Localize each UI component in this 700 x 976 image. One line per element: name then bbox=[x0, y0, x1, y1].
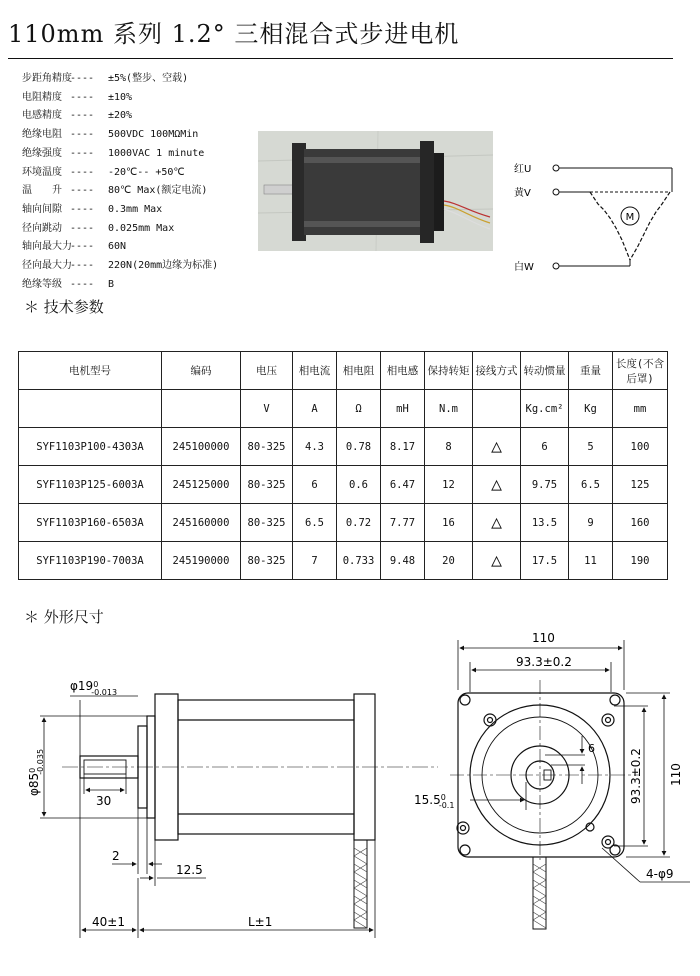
parameter-table bbox=[18, 351, 668, 580]
table-row-cell: 190 bbox=[613, 542, 668, 580]
dim-height: 110 bbox=[669, 763, 683, 786]
table-row-cell: 0.733 bbox=[337, 542, 381, 580]
table-row-cell: 245125000 bbox=[162, 466, 241, 504]
table-unit-row-cell bbox=[473, 390, 521, 428]
table-unit-row-cell: Kg.cm² bbox=[521, 390, 569, 428]
table-row bbox=[19, 542, 668, 580]
table-row-cell: 7 bbox=[293, 542, 337, 580]
table-unit-row-cell: Kg bbox=[569, 390, 613, 428]
spec-value: 220N(20mm边缘为标准) bbox=[108, 260, 219, 272]
table-row-cell: 160 bbox=[613, 504, 668, 542]
table-header-row-cell: 保持转矩 bbox=[425, 352, 473, 390]
table-row-cell: 80-325 bbox=[241, 428, 293, 466]
table-row-cell: 245100000 bbox=[162, 428, 241, 466]
dim-pilot-dia: $\varphi 85^0-0.035$ bbox=[27, 748, 45, 796]
wire-w-label: 白W bbox=[514, 262, 534, 273]
spec-list bbox=[22, 70, 218, 294]
table-row-cell: 125 bbox=[613, 466, 668, 504]
table-row-cell: 7.77 bbox=[381, 504, 425, 542]
table-row-cell: 16 bbox=[425, 504, 473, 542]
table-row-cell: 17.5 bbox=[521, 542, 569, 580]
dim-bolt-vertical: 93.3±0.2 bbox=[629, 748, 643, 804]
front-wire-hatch bbox=[533, 864, 546, 928]
spec-value: 500VDC 100MΩMin bbox=[108, 129, 199, 141]
spec-value: 0.025mm Max bbox=[108, 222, 175, 234]
table-row-cell: 6.5 bbox=[569, 466, 613, 504]
table-row-cell: 4.3 bbox=[293, 428, 337, 466]
wire-u-label: 红U bbox=[514, 164, 532, 175]
table-row-cell: 6.47 bbox=[381, 466, 425, 504]
motor-photo-illustration bbox=[258, 131, 493, 251]
wiring-diagram bbox=[504, 148, 679, 283]
dim-mounting-holes: 4-φ9 bbox=[646, 867, 674, 881]
table-header-row-cell: 电机型号 bbox=[19, 352, 162, 390]
spec-dash: ---- bbox=[70, 110, 95, 122]
table-header-row bbox=[19, 352, 668, 390]
table-row-cell: △ bbox=[473, 542, 521, 580]
spec-label: 电阻精度 bbox=[22, 91, 62, 103]
spec-dash: ---- bbox=[70, 147, 95, 159]
spec-label: 电感精度 bbox=[22, 110, 62, 122]
table-unit-row-cell bbox=[162, 390, 241, 428]
spec-dash: ---- bbox=[70, 185, 95, 197]
table-row-cell: 0.72 bbox=[337, 504, 381, 542]
front-view bbox=[457, 693, 624, 929]
page-title: 110mm 系列 1.2° 三相混合式步进电机 bbox=[8, 20, 460, 48]
terminal-v bbox=[553, 189, 559, 195]
section-dims-heading: ＊ 外形尺寸 bbox=[24, 608, 104, 626]
table-row bbox=[19, 504, 668, 542]
table-row-cell: 0.78 bbox=[337, 428, 381, 466]
table-row-cell: 9.75 bbox=[521, 466, 569, 504]
table-header-row-cell: 编码 bbox=[162, 352, 241, 390]
motor-photo bbox=[258, 131, 493, 251]
table-row-cell: 80-325 bbox=[241, 504, 293, 542]
spec-label: 径向跳动 bbox=[22, 222, 62, 234]
spec-dash: ---- bbox=[70, 278, 95, 290]
spec-row bbox=[22, 220, 218, 239]
spec-row bbox=[22, 257, 218, 276]
spec-label: 步距角精度 bbox=[22, 73, 72, 84]
table-row-cell: 9.48 bbox=[381, 542, 425, 580]
table-row-cell: SYF1103P160-6503A bbox=[19, 504, 162, 542]
table-unit-row-cell bbox=[19, 390, 162, 428]
spec-dash: ---- bbox=[70, 91, 95, 103]
table-unit-row bbox=[19, 390, 668, 428]
spec-value: ±5%(整步、空载) bbox=[108, 73, 189, 84]
dim-key-length: 30 bbox=[96, 794, 112, 808]
wire-v-label: 黄V bbox=[514, 188, 531, 199]
table-header-row-cell: 接线方式 bbox=[473, 352, 521, 390]
spec-value: -20℃-- +50℃ bbox=[108, 166, 185, 178]
table-unit-row-cell: N.m bbox=[425, 390, 473, 428]
spec-dash: ---- bbox=[70, 73, 95, 84]
table-row bbox=[19, 466, 668, 504]
dim-width: 110 bbox=[532, 631, 555, 645]
table-row-cell: △ bbox=[473, 504, 521, 542]
spec-dash: ---- bbox=[70, 222, 95, 234]
spec-value: ±20% bbox=[108, 110, 133, 122]
spec-row bbox=[22, 182, 218, 201]
table-row-cell: △ bbox=[473, 428, 521, 466]
spec-value: 1000VAC 1 minute bbox=[108, 147, 205, 159]
table-unit-row-cell: A bbox=[293, 390, 337, 428]
spec-value: B bbox=[108, 278, 115, 290]
spec-label: 温 升 bbox=[22, 185, 62, 197]
table-row-cell: SYF1103P190-7003A bbox=[19, 542, 162, 580]
spec-value: 60N bbox=[108, 241, 127, 253]
terminal-u bbox=[553, 165, 559, 171]
dim-body-length: L±1 bbox=[248, 915, 273, 929]
table-header-row-cell: 相电感 bbox=[381, 352, 425, 390]
spec-label: 绝缘电阻 bbox=[22, 129, 62, 141]
table-row-cell: 80-325 bbox=[241, 466, 293, 504]
spec-label: 轴向间隙 bbox=[22, 203, 62, 215]
table-row-cell: 12 bbox=[425, 466, 473, 504]
spec-row bbox=[22, 164, 218, 183]
spec-row bbox=[22, 201, 218, 220]
spec-dash: ---- bbox=[70, 203, 95, 215]
spec-row bbox=[22, 89, 218, 108]
spec-label: 绝缘等级 bbox=[22, 278, 62, 290]
spec-value: 0.3mm Max bbox=[108, 203, 163, 215]
table-row-cell: 9 bbox=[569, 504, 613, 542]
table-header-row-cell: 重量 bbox=[569, 352, 613, 390]
table-header-row-cell: 电压 bbox=[241, 352, 293, 390]
dim-shaft-dia: $\varphi 19^0$ -0.013 bbox=[70, 679, 118, 697]
spec-row bbox=[22, 107, 218, 126]
side-view bbox=[80, 694, 375, 928]
table-row-cell: 100 bbox=[613, 428, 668, 466]
spec-dash: ---- bbox=[70, 129, 95, 141]
spec-label: 径向最大力 bbox=[22, 260, 72, 272]
spec-dash: ---- bbox=[70, 166, 95, 178]
table-row-cell: 6.5 bbox=[293, 504, 337, 542]
spec-row bbox=[22, 276, 218, 295]
table-row bbox=[19, 428, 668, 466]
table-header-row-cell: 相电阻 bbox=[337, 352, 381, 390]
terminal-w bbox=[553, 263, 559, 269]
table-row-cell: △ bbox=[473, 466, 521, 504]
table-row-cell: 5 bbox=[569, 428, 613, 466]
table-unit-row-cell: V bbox=[241, 390, 293, 428]
section-tech-heading: ＊ 技术参数 bbox=[24, 298, 104, 316]
table-row-cell: 0.6 bbox=[337, 466, 381, 504]
spec-value: ±10% bbox=[108, 91, 133, 103]
dim-pilot-length: 12.5 bbox=[176, 863, 203, 877]
spec-dash: ---- bbox=[70, 260, 95, 272]
spec-row bbox=[22, 70, 218, 89]
dim-shaft-length: 40±1 bbox=[92, 915, 125, 929]
table-row-cell: 8 bbox=[425, 428, 473, 466]
dimension-drawing bbox=[0, 620, 700, 976]
spec-row bbox=[22, 126, 218, 145]
table-unit-row-cell: mH bbox=[381, 390, 425, 428]
dim-bolt-horizontal: 93.3±0.2 bbox=[516, 655, 572, 669]
table-row-cell: SYF1103P100-4303A bbox=[19, 428, 162, 466]
spec-label: 绝缘强度 bbox=[22, 147, 62, 159]
table-row-cell: 245160000 bbox=[162, 504, 241, 542]
table-row-cell: 6 bbox=[521, 428, 569, 466]
spec-row bbox=[22, 145, 218, 164]
spec-dash: ---- bbox=[70, 241, 95, 253]
table-row-cell: 20 bbox=[425, 542, 473, 580]
spec-value: 80℃ Max(额定电流) bbox=[108, 185, 208, 197]
spec-label: 环境温度 bbox=[22, 166, 62, 178]
table-row-cell: 80-325 bbox=[241, 542, 293, 580]
dim-shaft-flat: 15.5$^0$ -0.1 bbox=[414, 793, 455, 810]
table-row-cell: 245190000 bbox=[162, 542, 241, 580]
side-wire-hatch bbox=[354, 848, 367, 928]
dim-key-width: 6 bbox=[588, 742, 595, 755]
motor-symbol-label: M bbox=[625, 212, 635, 223]
table-row-cell: SYF1103P125-6003A bbox=[19, 466, 162, 504]
table-unit-row-cell: mm bbox=[613, 390, 668, 428]
table-header-row-cell: 转动惯量 bbox=[521, 352, 569, 390]
table-row-cell: 13.5 bbox=[521, 504, 569, 542]
table-row-cell: 6 bbox=[293, 466, 337, 504]
table-header-row-cell: 长度(不含后罩) bbox=[613, 352, 668, 390]
title-rule bbox=[8, 58, 673, 59]
spec-label: 轴向最大力 bbox=[22, 241, 72, 253]
dim-flange-thickness: 2 bbox=[112, 849, 120, 863]
table-header-row-cell: 相电流 bbox=[293, 352, 337, 390]
spec-row bbox=[22, 238, 218, 257]
table-unit-row-cell: Ω bbox=[337, 390, 381, 428]
table-row-cell: 8.17 bbox=[381, 428, 425, 466]
table-row-cell: 11 bbox=[569, 542, 613, 580]
